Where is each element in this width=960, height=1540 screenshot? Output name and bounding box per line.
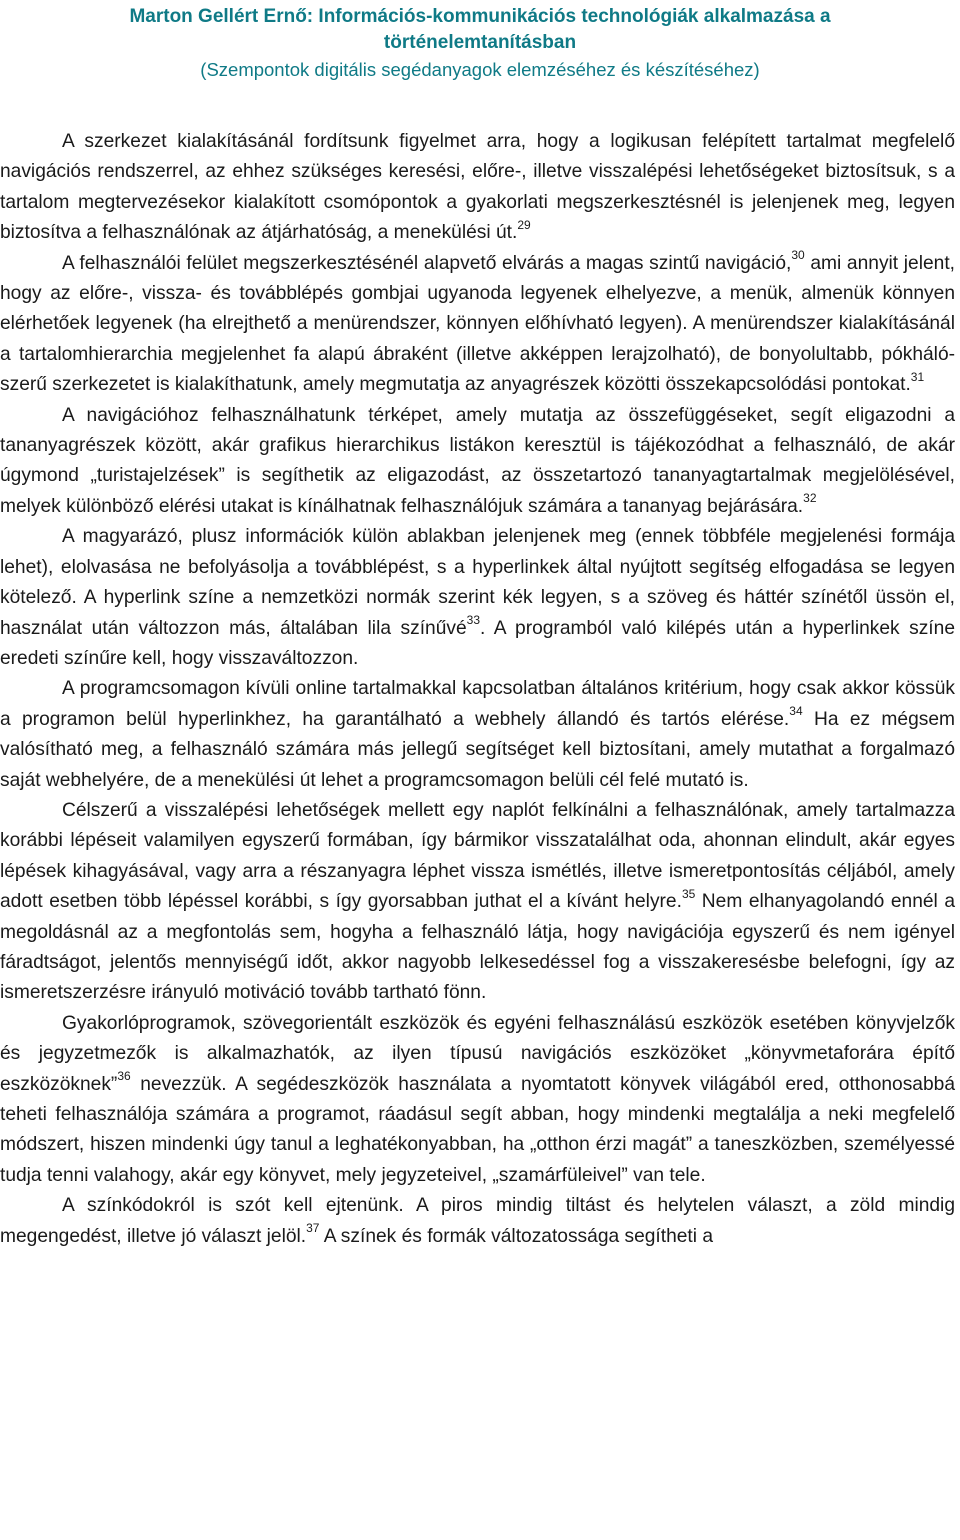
paragraph-text: A színek és formák változatossága segítheti a [319,1225,714,1247]
footnote-ref: 34 [789,704,803,719]
footnote-ref: 36 [117,1069,131,1084]
paragraph-text: ami annyit jelent, hogy az előre-, vissza- és továbblépés gombjai ugyanoda legyenek elhelyezve, a menük, almenük könnyen elérhetőek legyenek (ha elrejthető a menürendszer, könnyen előhívható legyen). A menürendszer kialakításánál a tartalomhierarchia megjelenhet fa alapú ábraként (illetve akképpen lerajzolható), de bonyolultabb, pókháló-szerű szerkezetet is kialakíthatunk, amely megmutatja az anyagrészek közötti összekapcsolódási pontokat. [0,252,955,396]
paragraph-text: A magyarázó, plusz információk külön ablakban jelenjenek meg (ennek többféle megjelenési formája lehet), elolvasása ne befolyásolja a továbblépést, s a hyperlinkek által nyújtott segítség elfogadása se legyen kötelező. A hyperlink színe a nemzetközi normák szerint kék legyen, s a szöveg és háttér színétől üssön el, használat után változzon más, általában lila színűvé [0,526,955,639]
paragraph-6 [0,796,955,1009]
paragraph-1 [0,127,955,249]
paragraph-text: Ha ez mégsem valósítható meg, a felhasználó számára más jellegű segítséget kell biztosítani, amely mutathat a forgalmazó saját webhelyére, de a menekülési út lehet a programcsomagon belüli cél felé mutató is. [0,708,956,791]
paragraph-7 [0,1009,955,1191]
paragraph-4 [0,522,955,674]
header-subtitle: (Szempontok digitális segédanyagok elemzéséhez és készítéséhez) [200,59,760,80]
footnote-ref: 31 [910,369,925,384]
paragraph-text: A szerkezet kialakításánál fordítsunk figyelmet arra, hogy a logikusan felépített tartalmat megfelelő navigációs rendszerrel, az ehhez szükséges keresési, előre-, illetve visszalépési lehetőségeket biztosítsuk, s a tartalom megtervezésekor kialakított csomópontok a gyakorlati megszerkesztésnél is jelenjenek meg, legyen biztosítva a felhasználónak az átjárhatóság, a menekülési út. [0,131,955,244]
footnote-ref: 29 [517,217,531,232]
paragraph-text: A felhasználói felület megszerkesztésénél alapvető elvárás a magas szintű navigáció, [62,252,792,274]
footnote-ref: 30 [791,248,805,263]
paragraph-text: A színkódokról is szót kell ejtenünk. A piros mindig tiltást és helytelen választ, a zöld mindig megengedést, illetve jó választ jelöl. [0,1195,955,1247]
running-header [0,0,960,82]
header-title: Marton Gellért Ernő: Információs-kommunikációs technológiák alkalmazása a történelemtanításban [129,6,831,53]
paragraph-8 [0,1191,955,1252]
paragraph-text: A programcsomagon kívüli online tartalmakkal kapcsolatban általános kritérium, hogy csak akkor kössük a programon belül hyperlinkhez, ha garantálható a webhely állandó és tartós elérése. [0,678,955,730]
paragraph-5 [0,674,955,796]
paragraph-text: Célszerű a visszalépési lehetőségek mellett egy naplót felkínálni a felhasználónak, amely tartalmazza korábbi lépéseit valamilyen egyszerű formában, így bármikor visszatalálhat oda, ahonnan elindult, akár egyes lépések kihagyásával, vagy arra a részanyagra léphet vissza ismétlés, illetve ismeretpontosítás céljából, amely adott esetben több lépéssel korábbi, s így gyorsabban juthat el a kívánt helyre. [0,799,955,913]
paragraph-text: Nem elhanyagolandó ennél a megoldásnál az a megfontolás sem, hogyha a felhasználó látja, hogy navigációja egyszerű és nem igényel fáradtságot, jelentős mennyiségű időt, akkor nagyobb lelkesedéssel fog a visszakeresésbe belefogni, így az ismeretszerzésre irányuló motiváció tovább tartható fönn. [0,891,955,1004]
paragraph-2 [0,249,955,401]
paragraph-text: nevezzük. A segédeszközök használata a nyomtatott könyvek világából ered, otthonosabbá teheti felhasználója számára a programot, ráadásul segít abban, hogy mindenki megtalálja a neki megfelelő módszert, hiszen mindenki úgy tanul a leghatékonyabban, ha „otthon érzi magát” a taneszközben, személyessé tudja tenni valahogy, akár egy könyvet, mely jegyzeteivel, „szamárfüleivel” van tele. [0,1073,955,1186]
footnote-ref: 35 [681,886,696,901]
footnote-ref: 32 [803,491,817,506]
paragraph-text: Gyakorlóprogramok, szövegorientált eszközök és egyéni felhasználású eszközök esetében könyvjelzők és jegyzetmezők is alkalmazhatók, az ilyen típusú navigációs eszközöket „könyvmetaforára építő eszközöknek” [0,1012,955,1095]
paragraph-text: . A programból való kilépés után a hyperlinkek színe eredeti színűre kell, hogy visszaváltozzon. [0,617,955,669]
footnote-ref: 33 [466,613,480,628]
paragraph-3 [0,401,955,523]
footnote-ref: 37 [306,1221,320,1236]
paragraph-text: A navigációhoz felhasználhatunk térképet, amely mutatja az összefüggéseket, segít eligazodni a tananyagrészek között, akár grafikus hierarchikus listákon keresztül is tájékozódhat a felhasználó, de akár úgymond „turistajelzések” is segíthetik az eligazodást, az összetartozó tananyagtartalmak megjelölésével, melyek különböző elérési utakat is kínálhatnak felhasználójuk számára a tananyag bejárására. [0,404,955,517]
document-body [0,127,955,1252]
